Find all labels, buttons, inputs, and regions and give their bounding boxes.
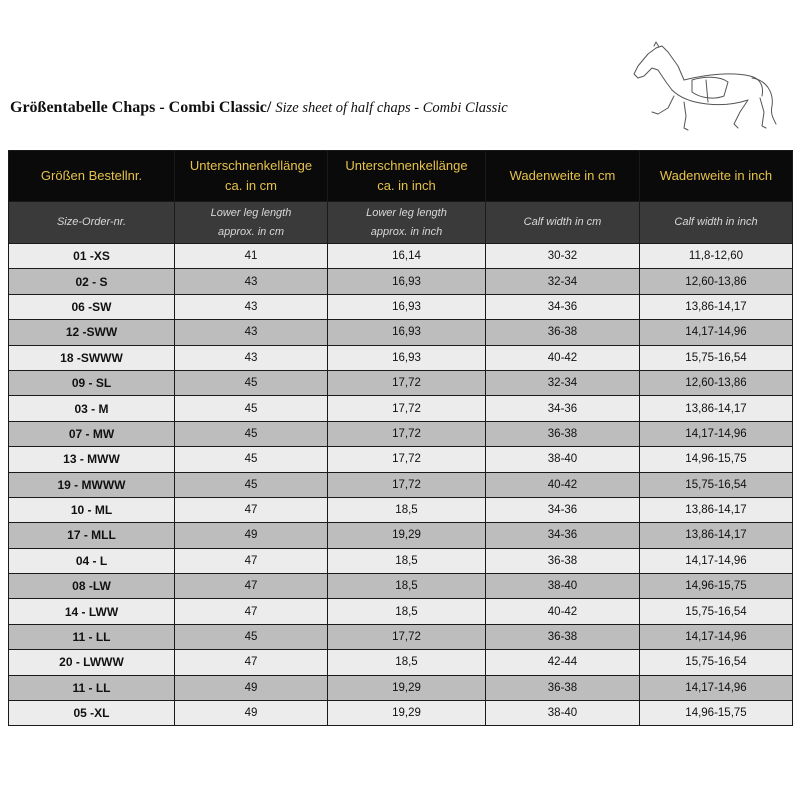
- cell-lower-leg-inch: 18,5: [328, 574, 486, 599]
- header-calf-width-inch: Wadenweite in inch: [640, 151, 793, 202]
- cell-lower-leg-cm: 45: [175, 472, 328, 497]
- table-row: [9, 370, 793, 395]
- cell-lower-leg-inch: 16,93: [328, 345, 486, 370]
- table-row: [9, 421, 793, 446]
- table-row: [9, 523, 793, 548]
- cell-size-order: 17 - MLL: [9, 523, 175, 548]
- cell-size-order: 18 -SWWW: [9, 345, 175, 370]
- cell-lower-leg-inch: 18,5: [328, 548, 486, 573]
- cell-calf-width-inch: 11,8-12,60: [640, 244, 793, 269]
- cell-lower-leg-cm: 47: [175, 497, 328, 522]
- cell-calf-width-cm: 32-34: [486, 269, 640, 294]
- cell-calf-width-cm: 34-36: [486, 497, 640, 522]
- cell-lower-leg-inch: 19,29: [328, 523, 486, 548]
- cell-calf-width-cm: 36-38: [486, 421, 640, 446]
- cell-size-order: 02 - S: [9, 269, 175, 294]
- cell-lower-leg-inch: 16,93: [328, 269, 486, 294]
- table-row: [9, 294, 793, 319]
- cell-calf-width-cm: 42-44: [486, 650, 640, 675]
- cell-size-order: 11 - LL: [9, 624, 175, 649]
- cell-lower-leg-cm: 49: [175, 523, 328, 548]
- cell-calf-width-cm: 38-40: [486, 447, 640, 472]
- subheader-calf-width-inch: Calf width in inch: [640, 202, 793, 244]
- table-row: [9, 650, 793, 675]
- cell-calf-width-cm: 38-40: [486, 574, 640, 599]
- cell-calf-width-cm: 36-38: [486, 320, 640, 345]
- cell-lower-leg-inch: 17,72: [328, 472, 486, 497]
- cell-lower-leg-cm: 43: [175, 294, 328, 319]
- header-calf-width-cm: Wadenweite in cm: [486, 151, 640, 202]
- cell-lower-leg-inch: 16,93: [328, 320, 486, 345]
- cell-calf-width-inch: 14,17-14,96: [640, 548, 793, 573]
- cell-calf-width-inch: 14,96-15,75: [640, 447, 793, 472]
- cell-size-order: 20 - LWWW: [9, 650, 175, 675]
- cell-size-order: 07 - MW: [9, 421, 175, 446]
- table-row: [9, 548, 793, 573]
- title-subtitle: Size sheet of half chaps - Combi Classic: [275, 100, 508, 116]
- cell-lower-leg-cm: 47: [175, 548, 328, 573]
- cell-calf-width-cm: 38-40: [486, 701, 640, 726]
- table-row: [9, 472, 793, 497]
- horse-illustration-icon: [628, 40, 778, 132]
- table-subheader-row: [9, 202, 793, 244]
- cell-calf-width-cm: 32-34: [486, 370, 640, 395]
- cell-calf-width-inch: 13,86-14,17: [640, 523, 793, 548]
- cell-lower-leg-cm: 47: [175, 650, 328, 675]
- cell-size-order: 01 -XS: [9, 244, 175, 269]
- cell-calf-width-cm: 36-38: [486, 548, 640, 573]
- cell-lower-leg-cm: 45: [175, 421, 328, 446]
- cell-calf-width-cm: 40-42: [486, 472, 640, 497]
- cell-calf-width-inch: 14,17-14,96: [640, 675, 793, 700]
- cell-lower-leg-inch: 18,5: [328, 599, 486, 624]
- cell-calf-width-inch: 13,86-14,17: [640, 497, 793, 522]
- cell-calf-width-inch: 15,75-16,54: [640, 345, 793, 370]
- table-header-row: [9, 151, 793, 202]
- table-row: [9, 624, 793, 649]
- cell-lower-leg-cm: 43: [175, 345, 328, 370]
- table-row: [9, 599, 793, 624]
- cell-size-order: 12 -SWW: [9, 320, 175, 345]
- cell-calf-width-cm: 36-38: [486, 624, 640, 649]
- cell-size-order: 10 - ML: [9, 497, 175, 522]
- cell-size-order: 06 -SW: [9, 294, 175, 319]
- header-lower-leg-cm: Unterschnenkellänge ca. in cm: [175, 151, 328, 202]
- cell-calf-width-inch: 13,86-14,17: [640, 294, 793, 319]
- table-row: [9, 701, 793, 726]
- cell-size-order: 19 - MWWW: [9, 472, 175, 497]
- table-row: [9, 244, 793, 269]
- cell-size-order: 08 -LW: [9, 574, 175, 599]
- cell-lower-leg-cm: 47: [175, 574, 328, 599]
- cell-calf-width-inch: 14,17-14,96: [640, 624, 793, 649]
- table-row: [9, 269, 793, 294]
- cell-lower-leg-cm: 45: [175, 396, 328, 421]
- table-row: [9, 675, 793, 700]
- header-size-order: Größen Bestellnr.: [9, 151, 175, 202]
- table-row: [9, 396, 793, 421]
- cell-calf-width-cm: 40-42: [486, 345, 640, 370]
- cell-lower-leg-inch: 19,29: [328, 701, 486, 726]
- cell-size-order: 09 - SL: [9, 370, 175, 395]
- cell-lower-leg-cm: 43: [175, 320, 328, 345]
- table-row: [9, 320, 793, 345]
- cell-calf-width-inch: 15,75-16,54: [640, 599, 793, 624]
- cell-lower-leg-cm: 41: [175, 244, 328, 269]
- cell-calf-width-cm: 34-36: [486, 523, 640, 548]
- page-title: [10, 99, 610, 117]
- cell-calf-width-inch: 12,60-13,86: [640, 370, 793, 395]
- cell-size-order: 14 - LWW: [9, 599, 175, 624]
- cell-size-order: 11 - LL: [9, 675, 175, 700]
- cell-lower-leg-inch: 17,72: [328, 396, 486, 421]
- cell-calf-width-inch: 14,17-14,96: [640, 421, 793, 446]
- cell-calf-width-inch: 13,86-14,17: [640, 396, 793, 421]
- cell-calf-width-cm: 34-36: [486, 294, 640, 319]
- cell-lower-leg-inch: 17,72: [328, 370, 486, 395]
- cell-lower-leg-inch: 17,72: [328, 421, 486, 446]
- cell-lower-leg-inch: 17,72: [328, 624, 486, 649]
- cell-lower-leg-cm: 45: [175, 624, 328, 649]
- cell-calf-width-inch: 15,75-16,54: [640, 472, 793, 497]
- cell-lower-leg-inch: 16,14: [328, 244, 486, 269]
- cell-size-order: 04 - L: [9, 548, 175, 573]
- cell-lower-leg-cm: 45: [175, 447, 328, 472]
- cell-lower-leg-inch: 19,29: [328, 675, 486, 700]
- cell-calf-width-cm: 30-32: [486, 244, 640, 269]
- table-row: [9, 345, 793, 370]
- table-row: [9, 497, 793, 522]
- subheader-calf-width-cm: Calf width in cm: [486, 202, 640, 244]
- header-lower-leg-inch: Unterschnenkellänge ca. in inch: [328, 151, 486, 202]
- cell-lower-leg-cm: 47: [175, 599, 328, 624]
- cell-calf-width-cm: 40-42: [486, 599, 640, 624]
- cell-lower-leg-cm: 49: [175, 675, 328, 700]
- cell-lower-leg-cm: 45: [175, 370, 328, 395]
- table-row: [9, 447, 793, 472]
- cell-calf-width-inch: 14,96-15,75: [640, 701, 793, 726]
- cell-lower-leg-inch: 18,5: [328, 497, 486, 522]
- size-table: [8, 150, 793, 726]
- subheader-lower-leg-cm: Lower leg length approx. in cm: [175, 202, 328, 244]
- subheader-lower-leg-inch: Lower leg length approx. in inch: [328, 202, 486, 244]
- cell-lower-leg-cm: 43: [175, 269, 328, 294]
- cell-calf-width-cm: 34-36: [486, 396, 640, 421]
- cell-lower-leg-inch: 16,93: [328, 294, 486, 319]
- cell-calf-width-inch: 14,96-15,75: [640, 574, 793, 599]
- cell-size-order: 05 -XL: [9, 701, 175, 726]
- cell-size-order: 13 - MWW: [9, 447, 175, 472]
- cell-calf-width-inch: 15,75-16,54: [640, 650, 793, 675]
- cell-lower-leg-inch: 18,5: [328, 650, 486, 675]
- subheader-size-order: Size-Order-nr.: [9, 202, 175, 244]
- table-row: [9, 574, 793, 599]
- cell-calf-width-inch: 12,60-13,86: [640, 269, 793, 294]
- cell-calf-width-inch: 14,17-14,96: [640, 320, 793, 345]
- title-main: Größentabelle Chaps - Combi Classic/: [10, 99, 276, 116]
- cell-lower-leg-inch: 17,72: [328, 447, 486, 472]
- size-table-body: [9, 151, 793, 726]
- cell-lower-leg-cm: 49: [175, 701, 328, 726]
- cell-calf-width-cm: 36-38: [486, 675, 640, 700]
- cell-size-order: 03 - M: [9, 396, 175, 421]
